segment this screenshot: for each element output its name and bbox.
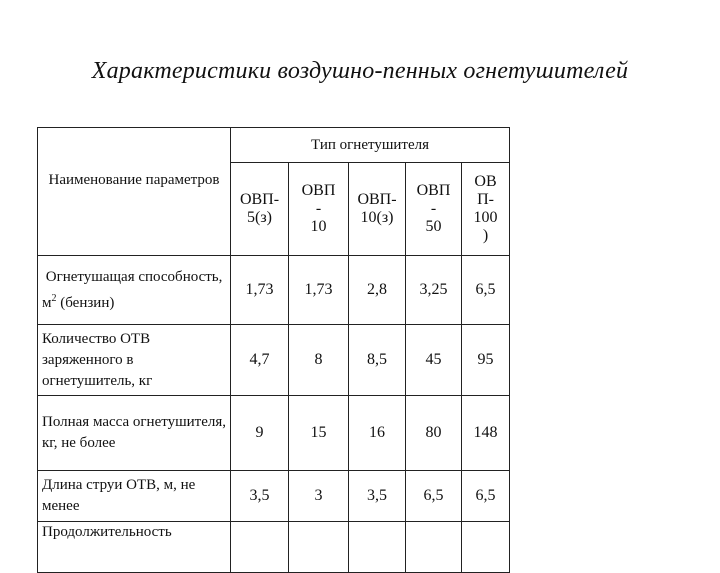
table-cell: 3 (289, 471, 349, 522)
table-cell (289, 522, 349, 573)
extinguisher-spec-table (37, 127, 510, 573)
model-header: ОВП - 50 (406, 163, 462, 256)
table-row (38, 396, 510, 471)
model-header: ОВП- 10(з) (349, 163, 406, 256)
table-cell: 80 (406, 396, 462, 471)
table-cell: 6,5 (462, 471, 510, 522)
model-header: ОВП - 10 (289, 163, 349, 256)
param-name: Огнетушащая способность, $м^2$ (бензин) (38, 256, 231, 325)
table-cell: 1,73 (231, 256, 289, 325)
param-name: Количество ОТВ заряженного в огнетушитель, кг (38, 325, 231, 396)
table-row (38, 325, 510, 396)
table-cell: 3,5 (349, 471, 406, 522)
table-cell: 6,5 (462, 256, 510, 325)
table-cell: 148 (462, 396, 510, 471)
table-cell: 16 (349, 396, 406, 471)
table-cell: 1,73 (289, 256, 349, 325)
model-header: ОВ П- 100 ) (462, 163, 510, 256)
table-cell: 95 (462, 325, 510, 396)
param-name: Длина струи ОТВ, м, не менее (38, 471, 231, 522)
table-row (38, 471, 510, 522)
table-cell: 6,5 (406, 471, 462, 522)
table-cell: 2,8 (349, 256, 406, 325)
table-cell: 15 (289, 396, 349, 471)
model-header: ОВП- 5(з) (231, 163, 289, 256)
type-header: Тип огнетушителя (231, 128, 510, 163)
table-cell: 3,5 (231, 471, 289, 522)
table-cell: 45 (406, 325, 462, 396)
table-cell (462, 522, 510, 573)
table-cell: 3,25 (406, 256, 462, 325)
table-cell (231, 522, 289, 573)
table-cell: 9 (231, 396, 289, 471)
param-name: Полная масса огнетушителя, кг, не более (38, 396, 231, 471)
page-title: Характеристики воздушно-пенных огнетушителей (91, 58, 629, 84)
table-cell: 4,7 (231, 325, 289, 396)
param-name: Продолжительность (38, 522, 231, 573)
table-cell: 8 (289, 325, 349, 396)
param-name-header: Наименование параметров (38, 128, 231, 256)
table-cell (406, 522, 462, 573)
table-row (38, 522, 510, 573)
table-row (38, 256, 510, 325)
table-cell: 8,5 (349, 325, 406, 396)
table-cell (349, 522, 406, 573)
